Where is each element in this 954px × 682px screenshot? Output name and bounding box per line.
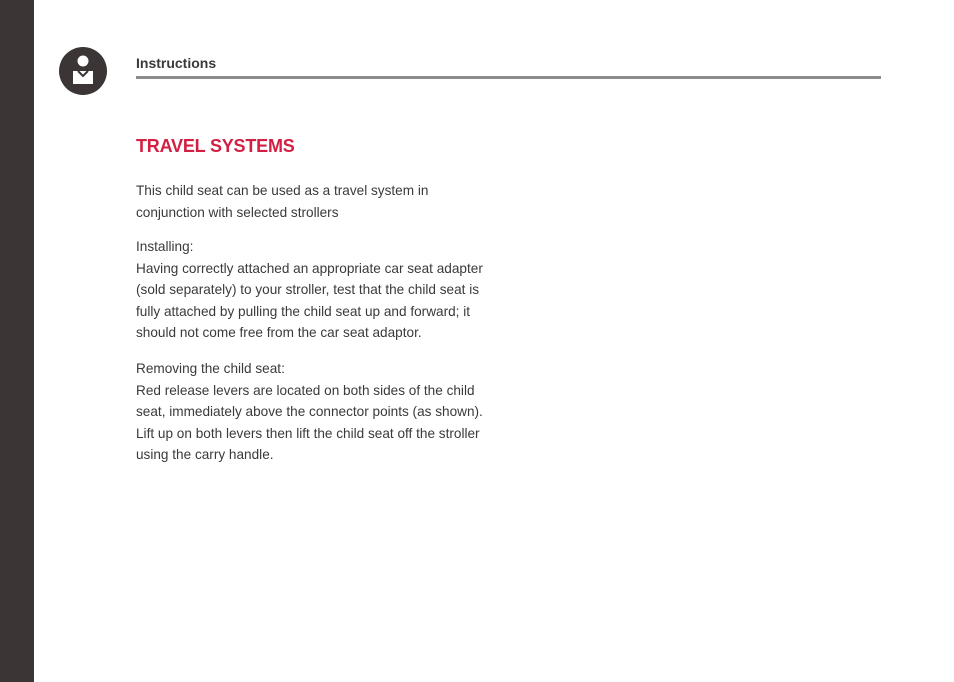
section-heading: TRAVEL SYSTEMS [136,136,295,156]
page-edge-bar [0,0,34,682]
installing-line: (sold separately) to your stroller, test that the child seat is [136,282,480,298]
installing-label: Installing: [136,239,194,254]
installing-line: Having correctly attached an appropriate car seat adapter [136,260,483,276]
person-info-icon [59,47,107,95]
removing-line: using the carry handle. [136,447,274,463]
intro-line: conjunction with selected strollers [136,204,339,220]
header-divider [136,76,881,79]
removing-paragraph [136,358,516,466]
removing-label: Removing the child seat: [136,361,285,376]
removing-line: Red release levers are located on both sides of the child [136,382,475,398]
intro-paragraph [136,180,516,223]
installing-paragraph [136,236,516,344]
removing-line: Lift up on both levers then lift the child seat off the stroller [136,425,480,441]
header-title: Instructions [136,55,217,71]
removing-line: seat, immediately above the connector points (as shown). [136,404,483,420]
intro-line: This child seat can be used as a travel system in [136,183,429,198]
installing-line: fully attached by pulling the child seat up and forward; it [136,303,471,319]
installing-line: should not come free from the car seat adaptor. [136,325,422,341]
